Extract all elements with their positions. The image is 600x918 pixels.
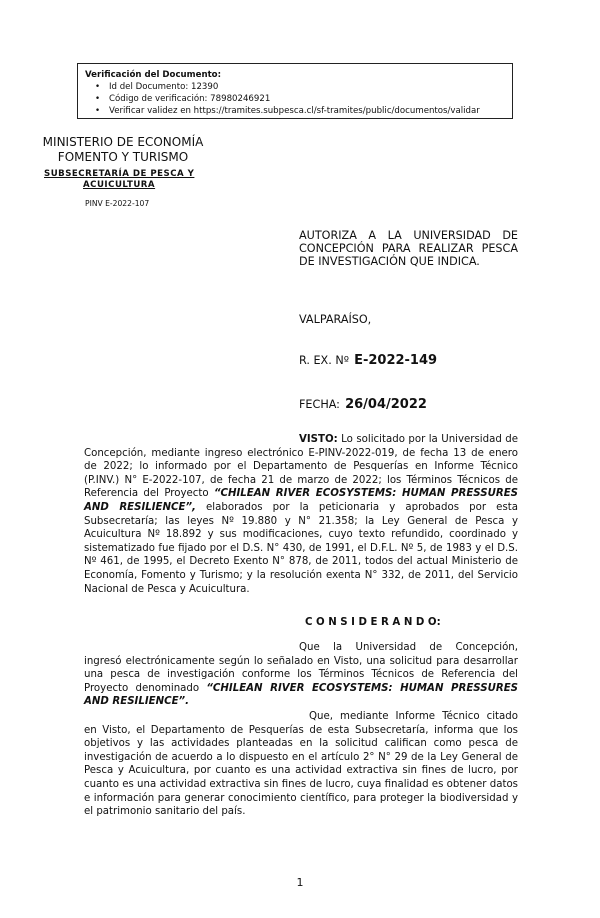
- visto-text-1: Lo solicitado por la Universidad de Concepción, mediante ingreso electrónico E-PINV-2022-019, de fecha 13 de enero de 2022; lo informado por el Departamento de Pesquerías en Informe Técnico (P.INV.) N° E-2022-107, de fecha 21 de marzo de 2022; los Términos Técnicos de Referencia del Proyecto: [84, 434, 518, 500]
- verification-item-id: • Id del Documento: 12390: [95, 81, 512, 93]
- considerando-1-text: Que la Universidad de Concepción, ingresó electrónicamente según lo señalado en Visto, una solicitud para desarrollar una pesca de investigación conforme los Términos Técnicos de Referencia del Proyecto denominado: [84, 642, 518, 694]
- subsecretaria-name: [44, 169, 194, 191]
- verification-item-code: • Código de verificación: 78980246921: [95, 93, 512, 105]
- considerando-paragraph-2: Que, mediante Informe Técnico citado en Visto, el Departamento de Pesquerías de esta Subsecretaría, informa que los objetivos y las actividades planteadas en la solicitud califican como pesca de investigación de acuerdo a lo dispuesto en el artículo 2° N° 29 de la Ley General de Pesca y Acuicultura, por cuanto es una actividad extractiva sin fines de lucro, por cuanto es una actividad extractiva sin fines de lucro, cuya finalidad es obtener datos e información para generar conocimiento científico, para proteger la biodiversidad y el patrimonio sanitario del país.: [84, 711, 518, 818]
- date-value: 26/04/2022: [345, 397, 427, 412]
- resolution-date: [299, 393, 427, 412]
- resolution-label: R. EX. Nº: [299, 354, 349, 367]
- visto-heading: VISTO:: [299, 434, 338, 445]
- ministry-name: [28, 135, 218, 165]
- visto-text-2: elaborados por la peticionaria y aprobados por esta Subsecretaría; las leyes Nº 19.880 y N° 21.358; la Ley General de Pesca y Acuicultura Nº 18.892 y sus modificaciones, cuyo texto refundido, coordinado y sistematizado fue fijado por el D.S. N° 430, de 1991, el D.F.L. Nº 5, de 1983 y el D.S. Nº 461, de 1995, el Decreto Exento N° 878, de 2011, todos del actual Ministerio de Economía, Fomento y Turismo; y la resolución exenta N° 332, de 2011, del Servicio Nacional de Pesca y Acuicultura.: [84, 501, 518, 595]
- ministry-line-2: FOMENTO Y TURISMO: [57, 150, 189, 164]
- considerando-1-project-name: “CHILEAN RIVER ECOSYSTEMS: HUMAN PRESSURES AND RESILIENCE”.: [84, 682, 519, 708]
- place: VALPARAÍSO,: [299, 313, 372, 326]
- date-label: FECHA:: [299, 398, 340, 411]
- verification-box: [77, 63, 513, 119]
- verification-title: Verificación del Documento:: [85, 70, 222, 80]
- document-reference: PINV E-2022-107: [85, 199, 150, 208]
- subsecretaria-line-1: SUBSECRETARÍA DE PESCA Y: [44, 169, 195, 179]
- considerando-heading: C O N S I D E R A N D O:: [305, 617, 441, 628]
- resolution-subject: [299, 229, 518, 268]
- visto-paragraph: [84, 433, 518, 596]
- subject-line-1: AUTORIZA A LA UNIVERSIDAD DE: [299, 229, 518, 242]
- subsecretaria-line-2: ACUICULTURA: [83, 180, 156, 190]
- subject-line-2: CONCEPCIÓN PARA REALIZAR PESCA: [299, 242, 518, 255]
- resolution-number: [299, 349, 437, 368]
- verification-item-url: • Verificar validez en https://tramites.subpesca.cl/sf-tramites/public/documentos/validar: [95, 105, 512, 117]
- ministry-line-1: MINISTERIO DE ECONOMÍA: [42, 135, 204, 149]
- verification-list: [85, 81, 512, 117]
- page-number: 1: [296, 876, 304, 889]
- subject-line-3: DE INVESTIGACIÓN QUE INDICA.: [299, 255, 480, 268]
- visto-project-name: “CHILEAN RIVER ECOSYSTEMS: HUMAN PRESSURES AND RESILIENCE”,: [84, 488, 518, 513]
- considerando-paragraph-1: [84, 641, 518, 709]
- resolution-value: E-2022-149: [354, 353, 438, 368]
